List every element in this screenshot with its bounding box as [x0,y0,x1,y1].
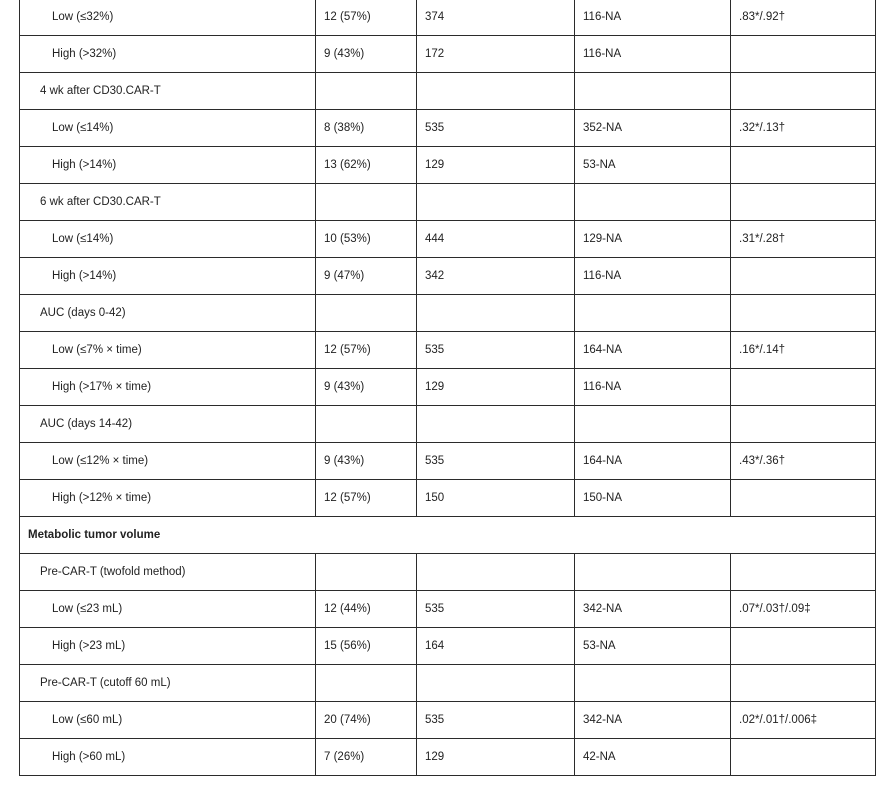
count-cell: 8 (38%) [316,110,417,147]
count-cell: 12 (57%) [316,480,417,517]
count-cell: 12 (57%) [316,0,417,36]
range-cell: 116-NA [575,369,731,406]
median-cell: 535 [417,443,575,480]
row-label-cell: Pre-CAR-T (twofold method) [20,554,316,591]
range-cell: 42-NA [575,739,731,776]
group-header-row [20,554,876,591]
median-cell: 129 [417,739,575,776]
row-label-cell: Low (≤14%) [20,110,316,147]
table-row [20,332,876,369]
count-cell: 20 (74%) [316,702,417,739]
group-header-row [20,184,876,221]
count-cell [316,73,417,110]
range-cell [575,665,731,702]
row-label-cell: Low (≤23 mL) [20,591,316,628]
table-row [20,628,876,665]
p-value-cell: .43*/.36† [731,443,876,480]
p-value-cell: .31*/.28† [731,221,876,258]
p-value-cell [731,554,876,591]
row-label-cell: High (>14%) [20,147,316,184]
row-label-cell: AUC (days 0-42) [20,295,316,332]
count-cell: 12 (57%) [316,332,417,369]
median-cell [417,73,575,110]
row-label-cell: Low (≤12% × time) [20,443,316,480]
median-cell: 535 [417,332,575,369]
median-cell: 172 [417,36,575,73]
count-cell [316,295,417,332]
range-cell: 53-NA [575,628,731,665]
median-cell: 535 [417,702,575,739]
table-row [20,591,876,628]
range-cell [575,406,731,443]
median-cell: 164 [417,628,575,665]
p-value-cell: .07*/.03†/.09‡ [731,591,876,628]
count-cell: 9 (47%) [316,258,417,295]
count-cell: 9 (43%) [316,36,417,73]
median-cell [417,406,575,443]
range-cell: 164-NA [575,332,731,369]
row-label-cell: Low (≤7% × time) [20,332,316,369]
row-label-cell: High (>12% × time) [20,480,316,517]
range-cell: 53-NA [575,147,731,184]
range-cell: 129-NA [575,221,731,258]
p-value-cell: .16*/.14† [731,332,876,369]
table-row [20,702,876,739]
row-label-cell: High (>14%) [20,258,316,295]
p-value-cell [731,184,876,221]
median-cell: 444 [417,221,575,258]
table-row [20,147,876,184]
table-row [20,110,876,147]
median-cell: 129 [417,147,575,184]
p-value-cell: .32*/.13† [731,110,876,147]
row-label-cell: High (>60 mL) [20,739,316,776]
p-value-cell [731,258,876,295]
p-value-cell: .83*/.92† [731,0,876,36]
p-value-cell [731,295,876,332]
row-label-cell: Low (≤14%) [20,221,316,258]
count-cell: 13 (62%) [316,147,417,184]
median-cell: 342 [417,258,575,295]
row-label-cell: AUC (days 14-42) [20,406,316,443]
range-cell: 150-NA [575,480,731,517]
group-header-row [20,406,876,443]
count-cell: 9 (43%) [316,369,417,406]
p-value-cell [731,369,876,406]
p-value-cell [731,147,876,184]
p-value-cell: .02*/.01†/.006‡ [731,702,876,739]
table-row [20,443,876,480]
p-value-cell [731,665,876,702]
group-header-row [20,295,876,332]
row-label-cell: 6 wk after CD30.CAR-T [20,184,316,221]
median-cell: 535 [417,591,575,628]
range-cell: 342-NA [575,702,731,739]
median-cell: 535 [417,110,575,147]
table-row [20,258,876,295]
count-cell [316,665,417,702]
p-value-cell [731,406,876,443]
row-label-cell: High (>17% × time) [20,369,316,406]
group-header-row [20,73,876,110]
count-cell: 12 (44%) [316,591,417,628]
median-cell: 129 [417,369,575,406]
median-cell [417,665,575,702]
table-row [20,0,876,36]
range-cell: 116-NA [575,0,731,36]
median-cell [417,184,575,221]
range-cell: 352-NA [575,110,731,147]
row-label-cell: Low (≤32%) [20,0,316,36]
results-table [19,0,876,776]
row-label-cell: Low (≤60 mL) [20,702,316,739]
median-cell: 374 [417,0,575,36]
count-cell [316,554,417,591]
section-header-row [20,517,876,554]
range-cell: 116-NA [575,36,731,73]
table-row [20,369,876,406]
row-label-cell: 4 wk after CD30.CAR-T [20,73,316,110]
range-cell: 164-NA [575,443,731,480]
count-cell [316,406,417,443]
count-cell: 7 (26%) [316,739,417,776]
p-value-cell [731,73,876,110]
count-cell: 15 (56%) [316,628,417,665]
p-value-cell [731,628,876,665]
row-label-cell: Metabolic tumor volume [20,517,876,554]
count-cell: 10 (53%) [316,221,417,258]
table-row [20,36,876,73]
row-label-cell: High (>32%) [20,36,316,73]
range-cell [575,73,731,110]
median-cell: 150 [417,480,575,517]
p-value-cell [731,739,876,776]
count-cell: 9 (43%) [316,443,417,480]
range-cell [575,554,731,591]
table-row [20,480,876,517]
range-cell [575,295,731,332]
p-value-cell [731,480,876,517]
row-label-cell: High (>23 mL) [20,628,316,665]
range-cell: 116-NA [575,258,731,295]
table-body [20,0,876,776]
group-header-row [20,665,876,702]
count-cell [316,184,417,221]
median-cell [417,554,575,591]
range-cell [575,184,731,221]
row-label-cell: Pre-CAR-T (cutoff 60 mL) [20,665,316,702]
table-row [20,221,876,258]
p-value-cell [731,36,876,73]
median-cell [417,295,575,332]
table-row [20,739,876,776]
range-cell: 342-NA [575,591,731,628]
